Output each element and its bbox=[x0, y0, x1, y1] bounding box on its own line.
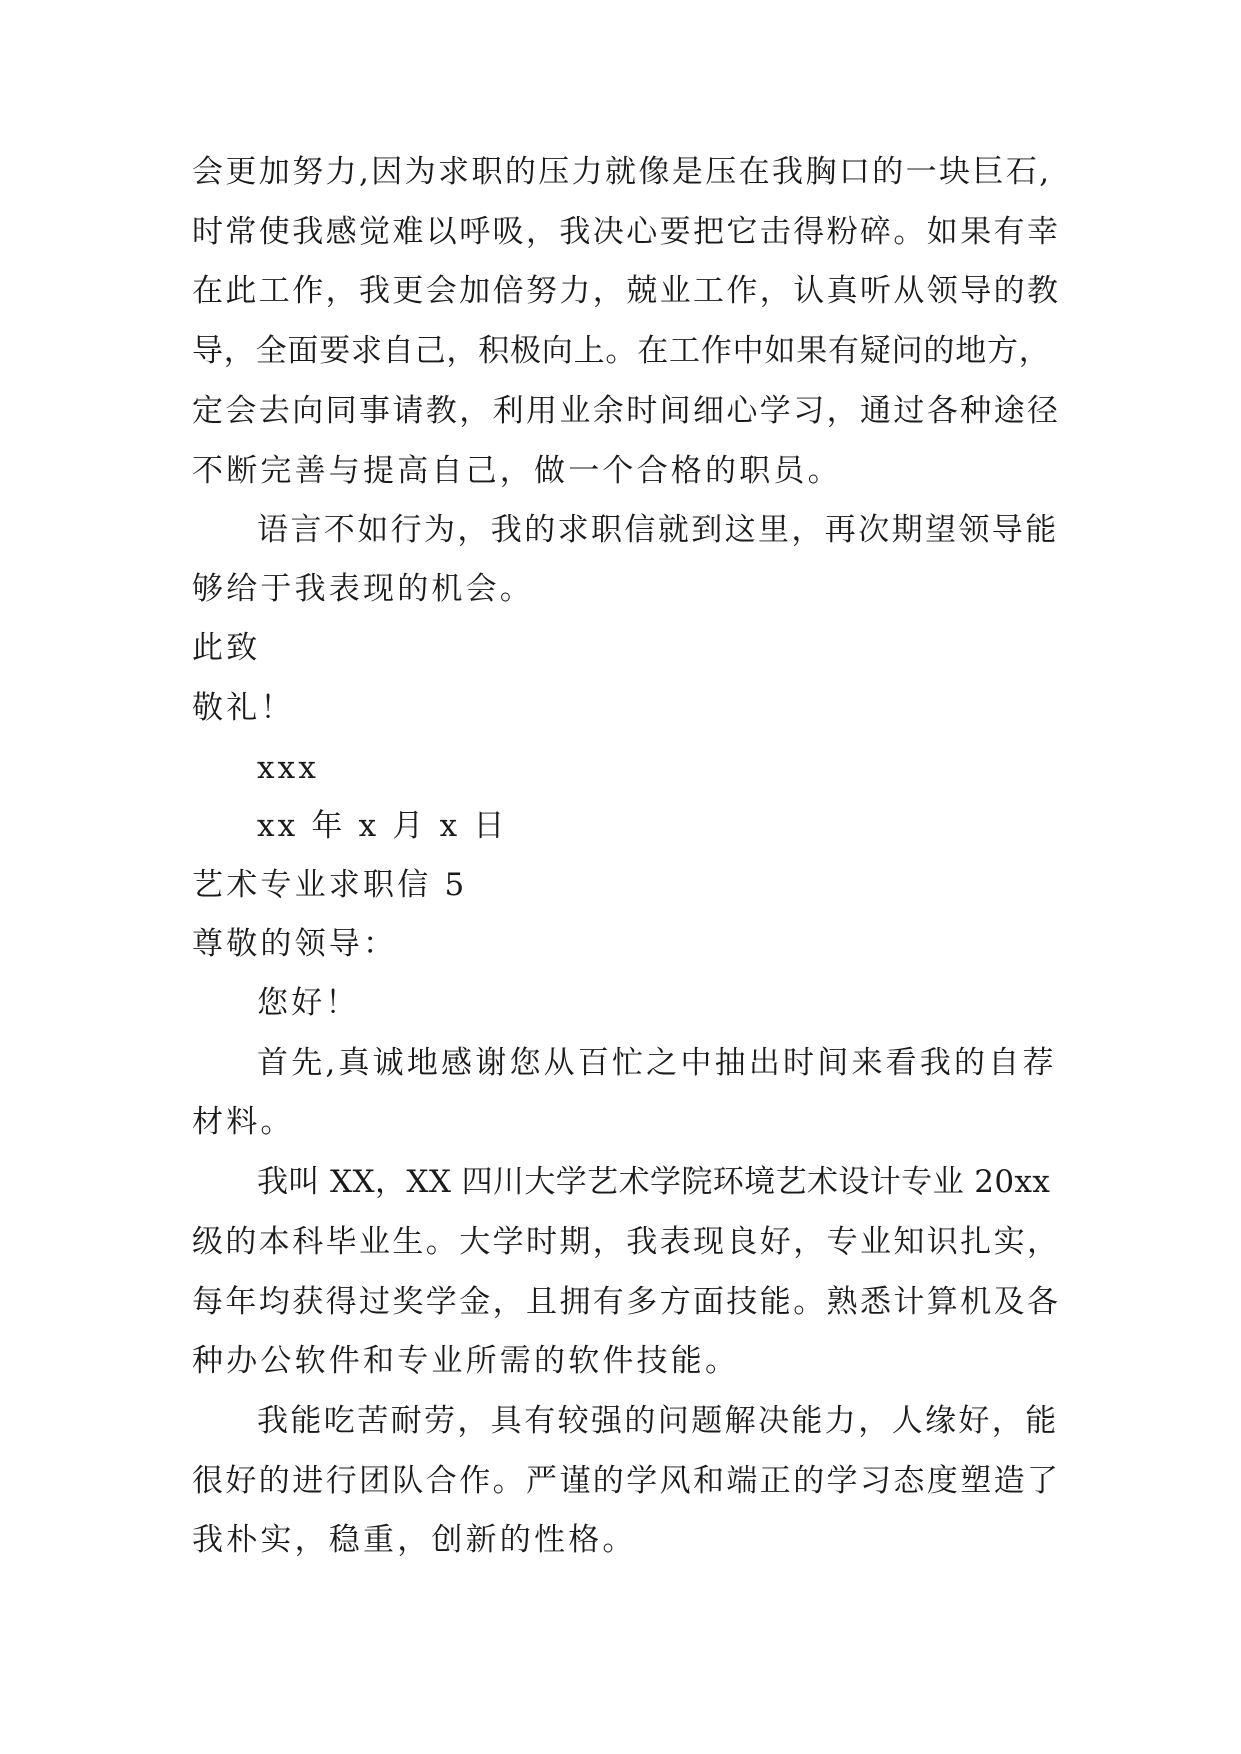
signature: xxx bbox=[257, 750, 320, 786]
hello: 您好！ bbox=[257, 985, 360, 1021]
text-line: 会更加努力,因为求职的压力就像是压在我胸口的一块巨石, bbox=[192, 154, 1052, 190]
text-line: 导，全面要求自己，积极向上。在工作中如果有疑问的地方， bbox=[192, 333, 1051, 369]
text-line: 够给于我表现的机会。 bbox=[192, 571, 534, 607]
text-line: 在此工作，我更会加倍努力，兢业工作，认真听从领导的教 bbox=[192, 273, 1061, 309]
salute: 敬礼！ bbox=[192, 690, 295, 726]
text-line: 材料。 bbox=[192, 1104, 295, 1140]
text-line: 首先,真诚地感谢您从百忙之中抽出时间来看我的自荐 bbox=[257, 1045, 1057, 1081]
text-line: 我朴实，稳重，创新的性格。 bbox=[192, 1522, 637, 1558]
section-title: 艺术专业求职信 5 bbox=[192, 867, 468, 903]
text-line: 我能吃苦耐劳，具有较强的问题解决能力，人缘好，能 bbox=[257, 1403, 1059, 1439]
text-line: 很好的进行团队合作。严谨的学风和端正的学习态度塑造了 bbox=[192, 1463, 1061, 1499]
text-line: 级的本科毕业生。大学时期，我表现良好，专业知识扎实， bbox=[192, 1224, 1061, 1260]
text-line: 不断完善与提高自己，做一个合格的职员。 bbox=[192, 453, 842, 489]
text-line: 定会去向同事请教，利用业余时间细心学习，通过各种途径 bbox=[192, 393, 1061, 429]
text-line: 种办公软件和专业所需的软件技能。 bbox=[192, 1343, 740, 1379]
text-line: 我叫 XX，XX 四川大学艺术学院环境艺术设计专业 20xx bbox=[257, 1164, 1051, 1200]
text-line: 语言不如行为，我的求职信就到这里，再次期望领导能 bbox=[257, 512, 1059, 548]
closing: 此致 bbox=[192, 630, 261, 666]
date: xx 年 x 月 x 日 bbox=[257, 808, 508, 844]
text-line: 时常使我感觉难以呼吸，我决心要把它击得粉碎。如果有幸 bbox=[192, 214, 1061, 250]
text-line: 每年均获得过奖学金，且拥有多方面技能。熟悉计算机及各 bbox=[192, 1284, 1061, 1320]
greeting: 尊敬的领导： bbox=[192, 926, 398, 962]
